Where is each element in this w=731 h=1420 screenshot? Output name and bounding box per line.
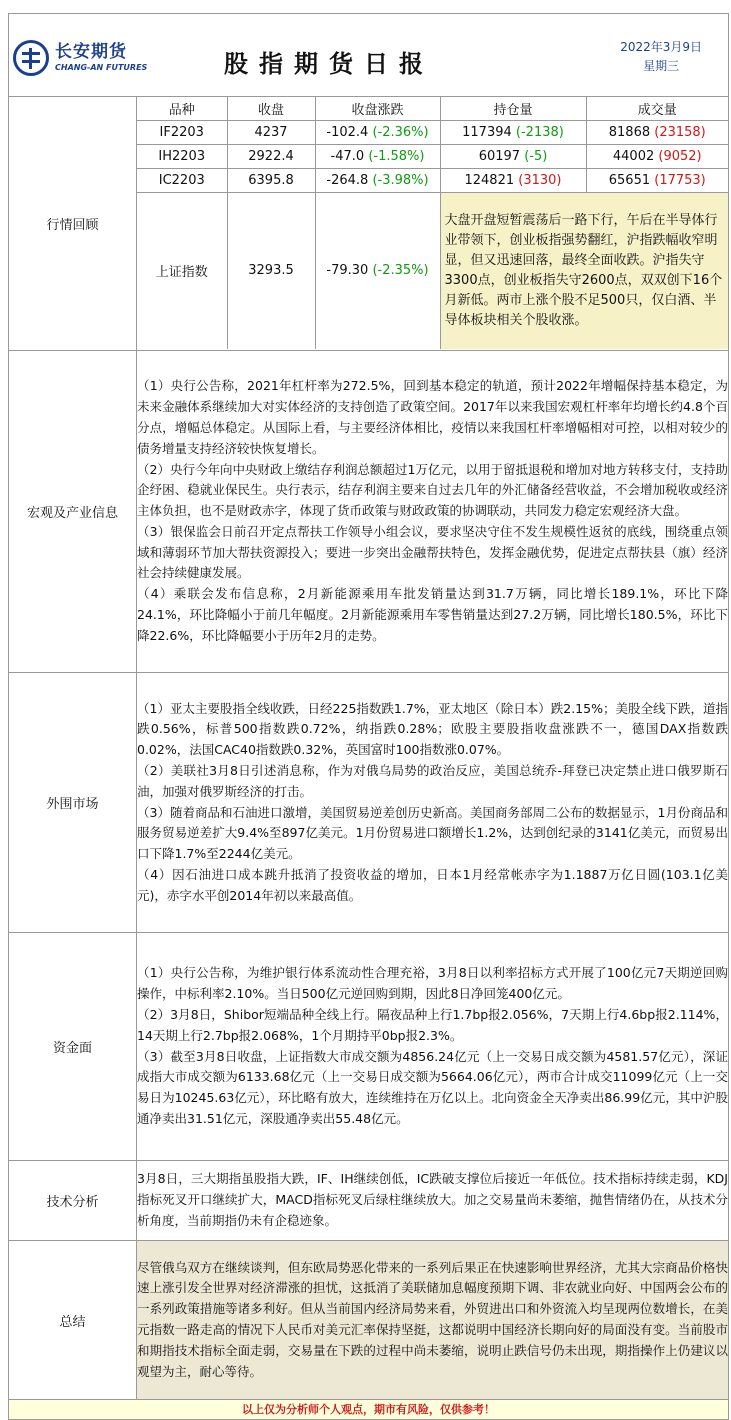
index-change-cell [315, 193, 440, 349]
index-change-value: -79.30 [326, 263, 369, 279]
macro-content [137, 351, 729, 673]
col-header-change: 收盘涨跌 [315, 97, 440, 121]
volume-value: 65651 [608, 173, 651, 188]
report-date-block [620, 38, 702, 76]
logo-chinese-name: 长安期货 [55, 42, 127, 62]
technical-label: 技术分析 [9, 1161, 137, 1241]
overseas-paragraph: （4）因石油进口成本跳升抵消了投资收益的增加，日本1月经常帐赤字为1.1887万亿日圆(103.1亿美元)，赤字水平创2014年初以来最高值。 [137, 866, 728, 903]
funds-content [137, 933, 729, 1161]
contract-name: IH2203 [137, 145, 227, 169]
quote-header-row [137, 97, 728, 121]
quote-row-ic2203 [137, 169, 728, 193]
market-comment: 大盘开盘短暂震荡后一路下行，午后在半导体行业带领下，创业板指强势翻红，沪指跌幅收窄明显，但又迅速回落，最终全面收跌。沪指失守3300点，创业板指失守2600点，双双创下16个月新低。两市上涨个股不足500只，仅白酒、半导体板块相关个股收涨。 [440, 193, 728, 349]
oi-cell [440, 121, 586, 145]
volume-cell [586, 145, 728, 169]
quote-table [137, 97, 728, 349]
change-value: -47.0 [330, 149, 365, 164]
quote-row-ih2203 [137, 145, 728, 169]
oi-cell [440, 169, 586, 193]
summary-content [137, 1241, 729, 1400]
report-date: 2022年3月9日 [620, 40, 702, 54]
contract-name: IC2203 [137, 169, 227, 193]
macro-paragraph: （1）央行公告称，2021年杠杆率为272.5%，回到基本稳定的轨道，预计2022年增幅保持基本稳定，为未来金融体系继续加大对实体经济的支持创造了政策空间。2017年以来我国宏观杠杆率年均增长约4.8个百分点，增幅总体稳定。从国际上看，与主要经济体相比，疫情以来我国杠杆率增幅相对可控，以相对较少的债务增量支持经济较快恢复增长。 [137, 378, 728, 456]
volume-change: (23158) [654, 125, 706, 140]
company-logo [13, 40, 147, 76]
summary-label: 总结 [9, 1241, 137, 1400]
change-pct: (-3.98%) [372, 173, 429, 188]
col-header-open-interest: 持仓量 [440, 97, 586, 121]
contract-name: IF2203 [137, 121, 227, 145]
logo-english-name: CHANG-AN FUTURES [55, 63, 148, 72]
logo-emblem-icon [13, 40, 49, 76]
report-table [8, 96, 729, 1400]
overseas-content [137, 673, 729, 933]
funds-paragraph: （1）央行公告称，为维护银行体系流动性合理充裕，3月8日以利率招标方式开展了100亿元7天期逆回购操作，中标利率2.10%。当日500亿元逆回购到期，因此8日净回笼400亿元。 [137, 965, 728, 1002]
volume-cell [586, 121, 728, 145]
index-name: 上证指数 [137, 193, 227, 349]
report-weekday: 星期三 [643, 59, 680, 73]
report-header [8, 13, 729, 96]
overseas-paragraph: （3）随着商品和石油进口激增，美国贸易逆差创历史新高。美国商务部周二公布的数据显示，1月份商品和服务贸易逆差扩大9.4%至897亿美元。1月份贸易进口额增长1.2%，达到创纪录的3141亿美元，而贸易出口下降1.7%至2244亿美元。 [137, 804, 728, 862]
oi-change: (-5) [524, 149, 548, 164]
change-pct: (-1.58%) [368, 149, 425, 164]
macro-paragraph: （3）银保监会日前召开定点帮扶工作领导小组会议，要求坚决守住不发生规模性返贫的底线，围绕重点领域和薄弱环节加大帮扶资源投入；要进一步突出金融帮扶特色，发挥金融优势，促进定点帮扶县（旗）经济社会持续健康发展。 [137, 523, 728, 581]
summary-text: 尽管俄乌双方在继续谈判，但东欧局势恶化带来的一系列后果正在快速影响世界经济，尤其大宗商品价格快速上涨引发全世界对经济滞涨的担忧，这抵消了美联储加息幅度预期下调、非农就业向好、中国两会公布的一系列政策措施等诸多利好。但从当前国内经济局势来看，外贸进出口和外资流入均呈现两位数增长，在美元指数一路走高的情况下人民币对美元汇率保持坚挺，这都说明中国经济长期向好的局面没有变。当前股市和期指技术指标全面走弱，交易量在下跌的过程中尚未萎缩，说明止跌信号仍未出现，期指操作上仍建议以观望为主，耐心等待。 [137, 1259, 728, 1379]
volume-cell [586, 169, 728, 193]
overseas-paragraph: （1）亚太主要股指全线收跌，日经225指数跌1.7%，亚太地区（除日本）跌2.15%；美股全线下跌，道指跌0.56%，标普500指数跌0.72%，纳指跌0.28%；欧股主要股指收盘涨跌不一，德国DAX指数跌0.02%，法国CAC40指数跌0.32%，英国富时100指数涨0.07%。 [137, 700, 728, 758]
index-change-pct: (-2.35%) [372, 263, 429, 279]
change-cell [315, 145, 440, 169]
macro-label: 宏观及产业信息 [9, 351, 137, 673]
change-value: -102.4 [326, 125, 369, 140]
col-header-volume: 成交量 [586, 97, 728, 121]
report-page [8, 13, 729, 1420]
macro-paragraph: （2）央行今年向中央财政上缴结存利润总额超过1万亿元，以用于留抵退税和增加对地方转移支付，支持助企纾困、稳就业保民生。央行表示，结存利润主要来自过去几年的外汇储备经营收益，不会增加税收或经济主体负担，也不是财政赤字，体现了货币政策与财政政策的协调联动，共同发力稳定宏观经济大盘。 [137, 461, 728, 519]
volume-change: (17753) [654, 173, 706, 188]
volume-value: 44002 [612, 149, 655, 164]
quote-row-sse-index [137, 193, 728, 349]
volume-value: 81868 [608, 125, 651, 140]
technical-content [137, 1161, 729, 1241]
oi-value: 117394 [462, 125, 512, 140]
oi-cell [440, 145, 586, 169]
col-header-variety: 品种 [137, 97, 227, 121]
report-title: 股指期货日报 [224, 50, 434, 78]
oi-value: 60197 [478, 149, 521, 164]
change-cell [315, 121, 440, 145]
funds-paragraph: （2）3月8日，Shibor短端品种全线上行。隔夜品种上行1.7bp报2.056%，7天期上行4.6bp报2.114%，14天期上行2.7bp报2.068%，1个月期持平0bp报2.3%。 [137, 1006, 728, 1043]
change-pct: (-2.36%) [372, 125, 429, 140]
change-cell [315, 169, 440, 193]
quote-row-if2203 [137, 121, 728, 145]
col-header-close: 收盘 [227, 97, 315, 121]
funds-label: 资金面 [9, 933, 137, 1161]
close-value: 6395.8 [227, 169, 315, 193]
market-review-label: 行情回顾 [9, 97, 137, 351]
close-value: 2922.4 [227, 145, 315, 169]
index-close: 3293.5 [227, 193, 315, 349]
overseas-label: 外围市场 [9, 673, 137, 933]
macro-paragraph: （4）乘联会发布信息称，2月新能源乘用车批发销量达到31.7万辆，同比增长189.1%，环比下降24.1%，环比降幅小于前几年幅度。2月新能源乘用车零售销量达到27.2万辆，同比增长180.5%，环比下降22.6%，环比降幅要小于历年2月的走势。 [137, 586, 728, 643]
funds-paragraph: （3）截至3月8日收盘，上证指数大市成交额为4856.24亿元（上一交易日成交额为4581.57亿元），深证成指大市成交额为6133.68亿元（上一交易日成交额为5664.06亿元），两市合计成交11099亿元（上一交易日为10245.63亿元），环比略有放大，连续维持在万亿以上。北向资金全天净卖出86.99亿元，其中沪股通净卖出31.51亿元，深股通净卖出55.48亿元。 [137, 1048, 728, 1126]
disclaimer-footer: 以上仅为分析师个人观点，期市有风险，仅供参考！ [8, 1400, 729, 1420]
close-value: 4237 [227, 121, 315, 145]
volume-change: (9052) [658, 149, 702, 164]
change-value: -264.8 [326, 173, 369, 188]
technical-text: 3月8日，三大期指虽股指大跌，IF、IH继续创低，IC跌破支撑位后接近一年低位。技术指标持续走弱，KDJ指标死叉开口继续扩大，MACD指标死叉后绿柱继续放大。加之交易量尚未萎缩，抛售情绪仍在，从技术分析角度，当前期指仍未有企稳迹象。 [137, 1171, 728, 1228]
overseas-paragraph: （2）美联社3月8日引述消息称，作为对俄乌局势的政治反应，美国总统乔-拜登已决定禁止进口俄罗斯石油，加强对俄罗斯经济的打击。 [137, 762, 728, 799]
oi-value: 124821 [464, 173, 515, 188]
oi-change: (-2138) [515, 125, 564, 140]
oi-change: (3130) [518, 173, 562, 188]
